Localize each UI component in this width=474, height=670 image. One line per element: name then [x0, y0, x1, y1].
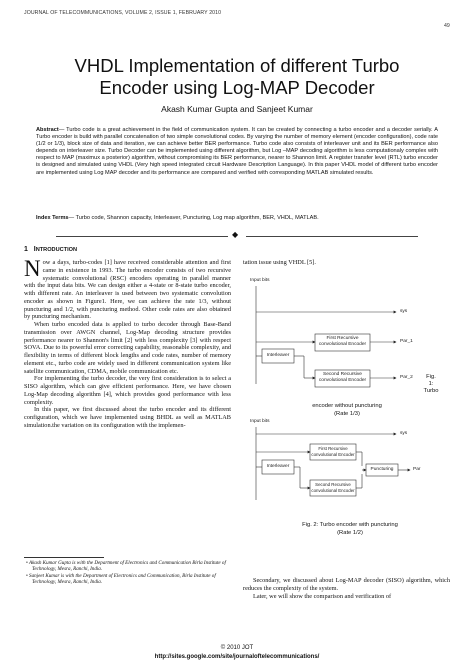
footnote-rule: [24, 557, 104, 558]
fig1-side-label: [418, 374, 444, 395]
fig1-input-label: Input bits: [250, 278, 270, 283]
author-list: Akash Kumar Gupta and Sanjeet Kumar: [161, 104, 313, 114]
fig2-puncturing-label: Puncturing: [370, 467, 394, 472]
right-paragraph-2: Later, we will show the comparison and verification of: [253, 592, 392, 600]
fig2-encoder2-label: [310, 482, 356, 494]
fig1-caption-line1: encoder without puncturing: [312, 403, 382, 409]
fig1-enc2-line1: Second Recursive: [323, 372, 362, 377]
index-terms-label: Index Terms: [36, 215, 69, 221]
paragraph-4: In this paper, we first discussed about the turbo encoder and its different configuration, which we have implemented using BHDL as well as MATLAB simulation.the variation on its configuration with the implemen-: [24, 406, 231, 429]
footer-copyright: © 2010 JOT: [220, 645, 254, 651]
right-column-bottom-text: [243, 577, 450, 600]
fig2-sys-label: sys: [400, 431, 408, 436]
abstract: [36, 127, 438, 177]
section-title-rest: NTRODUCTION: [35, 247, 78, 253]
fig1-side-line1: Fig.: [426, 374, 436, 380]
fig1-encoder1-label: [315, 336, 370, 348]
fig2-caption-line2: (Rate 1/2): [337, 529, 363, 536]
paragraph-1: [24, 256, 231, 321]
paper-title-line1: VHDL Implementation of different Turbo: [74, 55, 400, 76]
fig1-side-line3: Turbo: [423, 388, 439, 394]
fig2-enc2-line2: convolutional Encoder: [311, 487, 355, 493]
fig2-enc2-line1: Second Recursive: [315, 482, 351, 487]
fig2-input-label: Input bits: [250, 419, 270, 424]
paragraph-1-text: ow a days, turbo-codes [1] have received considerable attention and first came in existence in 1993. The turbo encoder consists of two recursive systematic convolutional (RSC) encoders operating in parallel manner with the input data bits. We can design either a 4-state or 8-state turbo encoder, with different rate. An interleaver is used between two systematic convolution encoder as shown in Figure1. Here, we can achieve the rate 1/3, without puncturing and 1/2, with puncturing method. Other code rates are also obtained by puncturing mechanism.: [24, 259, 231, 321]
fig1-enc1-line2: convolutional Encoder: [318, 341, 367, 347]
left-column-body: [24, 256, 231, 430]
section-heading-introduction: [24, 246, 77, 253]
fig1-enc1-line1: First Recursive: [326, 336, 359, 341]
fig1-caption-line2: (Rate 1/3): [334, 410, 360, 417]
fig2-caption: [280, 522, 420, 537]
separator-line-right: [246, 236, 418, 237]
separator-diamond: ◆: [232, 230, 239, 239]
fig1-par1-label: Par_1: [400, 339, 413, 344]
fig1-sys-label: sys: [400, 309, 408, 314]
fig2-par-label: Par: [413, 467, 421, 472]
footnote-2: • Sanjeet Kumar is with the Department of Electronics and Communication, Birla Institute of Technology, Mesra, Ranchi, India.: [26, 573, 216, 585]
abstract-text: — Turbo code is a great achievement in the field of communication system. It can be created by connecting a turbo encoder and a decoder serially. A Turbo encoder is build with parallel concatenation of two simple convolutional codes. By varying the number of memory element (encoder configuration), code rate (1/2 or 1/3), block size of data and iteration, we can achieve better BER performance. Turbo code also consists of interleaver unit and its BER performance also depends on interleaver size. Turbo Decoder can be implemented using different algorithm, but Log –MAP decoding algorithm is less computationaly complex with respect to MAP (maximux a posterior) algorithm, without compromising its BER performance, nearer to Shannon limit. A register transfer level (RTL) turbo encoder is designed and simulated using VHDL (Very high speed integrated circuit Hardware Description Language). In this paper VHDL model of different turbo encoder are implemented using Log MAP decoder and its performance are compared and verified with corresponding MATLAB simulated results.: [36, 127, 438, 176]
fig1-par2-label: Par_2: [400, 375, 413, 380]
footnote-1: • Akash Kumar Gupta is with the Department of Electronics and Communication Birla Institute of Technology, Mesra, Ranchi, India.: [26, 560, 226, 572]
footnotes: [24, 560, 231, 586]
fig2-enc1-line2: convolutional Encoder: [311, 451, 355, 457]
fig1-encoder2-label: [315, 372, 370, 384]
drop-cap: N: [24, 256, 41, 281]
paper-title: [20, 55, 454, 99]
abstract-label: Abstract: [36, 127, 59, 133]
page-number: 49: [444, 23, 450, 29]
paragraph-2: When turbo encoded data is applied to turbo decoder through Base-Band transmission over AWGN channel, Log-Map decoding structure provides performance nearer to Shannon's limit [2] with less complexity [3] with respect SOVA. Due to its powerful error correcting capability, reasonable complexity, and flexibility in terms of different block lengths and code rates, number of memory element etc., turbo code are widely used in different communication system like satellite communication, CDMA, mobile communication etc.: [24, 321, 231, 375]
paper-title-line2: Encoder using Log-MAP Decoder: [99, 77, 375, 98]
section-number: 1: [24, 246, 28, 253]
journal-header: JOURNAL OF TELECOMMUNICATIONS, VOLUME 2, ISSUE 1, FEBRUARY 2010: [24, 10, 222, 16]
fig1-caption: [292, 403, 402, 418]
separator-line-left: [56, 236, 228, 237]
fig2-enc1-line1: First Recursive: [318, 446, 348, 451]
fig1-interleaver-label: Interleaver: [266, 353, 290, 358]
fig2-encoder1-label: [310, 446, 356, 458]
section-title-initial: I: [33, 246, 36, 253]
fig1-side-line2: 1:: [428, 381, 434, 387]
paragraph-3: For implementing the turbo decoder, the very first consideration is to select a SISO algorithm, which can give efficient performance. Here, we have chosen Log-Map decoding algorithm [4], which provides good performance with less complexity.: [24, 375, 231, 406]
fig2-interleaver-label: Interleaver: [266, 464, 290, 469]
footer-url[interactable]: http://sites.google.com/site/journaloftelecommunications/: [154, 654, 320, 660]
right-paragraph-1: Secondary, we discussed about Log-MAP decoder (SISO) algorithm, which reduces the complexity of the system.: [243, 577, 450, 592]
fig1-enc2-line2: convolutional Encoder: [318, 377, 367, 383]
index-terms-text: — Turbo code, Shannon capacity, Interleaver, Puncturing, Log map algorithm, BER, VHDL, MATLAB.: [68, 215, 319, 221]
index-terms: [36, 215, 438, 222]
fig2-caption-line1: Fig. 2: Turbo encoder with puncturing: [302, 522, 398, 528]
right-column-top-text: tation issue using VHDL [5].: [243, 259, 316, 266]
